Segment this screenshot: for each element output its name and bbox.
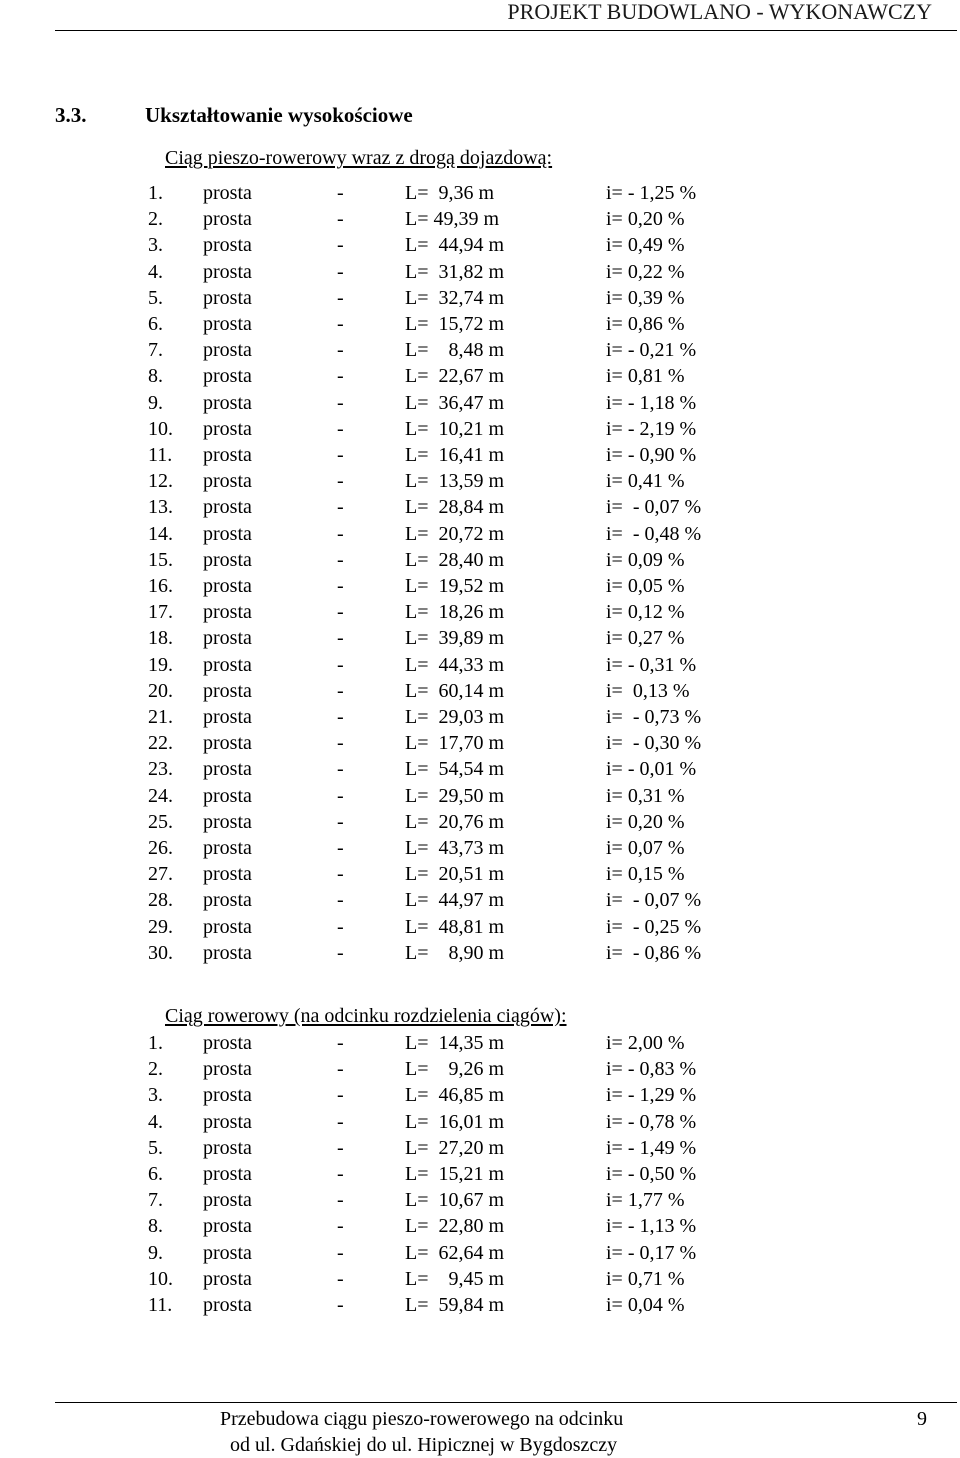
segment-number: 7. xyxy=(148,1189,163,1212)
header-rule xyxy=(55,30,957,31)
segment-length: L= 44,33 m xyxy=(405,653,505,676)
segment-slope: i= 0,13 % xyxy=(606,679,690,702)
segment-row xyxy=(0,1187,960,1213)
segment-number: 29. xyxy=(148,915,173,938)
segment-slope: i= - 0,30 % xyxy=(606,732,702,755)
segment-dash: - xyxy=(337,679,344,702)
segment-number: 26. xyxy=(148,837,173,859)
segment-slope: i= 0,27 % xyxy=(606,627,685,650)
segment-type: prosta xyxy=(203,496,252,519)
segment-dash: - xyxy=(337,1058,344,1081)
group1-heading: Ciąg pieszo-rowerowy wraz z drogą dojazdową: xyxy=(165,147,553,169)
segment-row xyxy=(0,914,960,940)
segment-number: 7. xyxy=(148,339,163,362)
segment-row xyxy=(0,704,960,730)
segment-dash: - xyxy=(337,313,344,335)
segment-length: L= 49,39 m xyxy=(405,208,500,231)
segment-length: L= 32,74 m xyxy=(405,286,505,309)
segment-length: L= 48,81 m xyxy=(405,915,505,938)
segment-type: prosta xyxy=(203,208,252,231)
segment-dash: - xyxy=(337,234,344,257)
segment-slope: i= 0,05 % xyxy=(606,575,685,597)
segment-length: L= 29,03 m xyxy=(405,706,505,728)
segment-dash: - xyxy=(337,260,344,283)
segment-slope: i= 0,20 % xyxy=(606,810,685,833)
segment-length: L= 39,89 m xyxy=(405,627,505,650)
segment-dash: - xyxy=(337,1215,344,1238)
segment-dash: - xyxy=(337,286,344,309)
segment-dash: - xyxy=(337,601,344,624)
segment-row xyxy=(0,625,960,651)
segment-type: prosta xyxy=(203,758,252,781)
segment-row xyxy=(0,1082,960,1108)
segment-dash: - xyxy=(337,391,344,414)
segment-length: L= 44,97 m xyxy=(405,889,505,912)
segment-length: L= 60,14 m xyxy=(405,679,505,702)
segment-dash: - xyxy=(337,182,344,204)
segment-row xyxy=(0,494,960,520)
segment-number: 1. xyxy=(148,1032,163,1054)
segment-number: 22. xyxy=(148,732,173,755)
page-number: 9 xyxy=(917,1408,927,1430)
segment-row xyxy=(0,390,960,416)
segment-row xyxy=(0,678,960,704)
segment-dash: - xyxy=(337,915,344,938)
segment-type: prosta xyxy=(203,627,252,650)
segment-slope: i= - 1,13 % xyxy=(606,1215,697,1238)
segment-number: 8. xyxy=(148,1215,163,1238)
segment-row xyxy=(0,1161,960,1187)
segment-row xyxy=(0,468,960,494)
segment-number: 20. xyxy=(148,679,173,702)
segment-number: 4. xyxy=(148,1110,163,1133)
segment-number: 27. xyxy=(148,863,173,886)
segment-slope: i= 0,49 % xyxy=(606,234,685,257)
segment-row xyxy=(0,180,960,206)
segment-row xyxy=(0,521,960,547)
segment-row xyxy=(0,1213,960,1239)
segment-number: 19. xyxy=(148,653,173,676)
segment-number: 10. xyxy=(148,1267,173,1290)
segment-number: 13. xyxy=(148,496,173,519)
segment-length: L= 62,64 m xyxy=(405,1241,505,1264)
segment-slope: i= 0,20 % xyxy=(606,208,685,231)
segment-row xyxy=(0,1109,960,1135)
segment-type: prosta xyxy=(203,653,252,676)
segment-length: L= 15,21 m xyxy=(405,1163,505,1185)
segment-row xyxy=(0,363,960,389)
segment-slope: i= - 1,25 % xyxy=(606,182,697,204)
segment-type: prosta xyxy=(203,548,252,571)
section-number: 3.3. xyxy=(55,103,87,127)
segment-row xyxy=(0,337,960,363)
segment-slope: i= 0,15 % xyxy=(606,863,685,886)
segment-slope: i= 0,31 % xyxy=(606,784,685,807)
segment-type: prosta xyxy=(203,1058,252,1081)
segment-number: 11. xyxy=(148,444,173,466)
segment-length: L= 19,52 m xyxy=(405,575,505,597)
group2-heading: Ciąg rowerowy (na odcinku rozdzielenia ciągów): xyxy=(165,1005,567,1027)
segment-type: prosta xyxy=(203,391,252,414)
segment-type: prosta xyxy=(203,417,252,440)
segment-slope: i= 0,86 % xyxy=(606,313,685,335)
segment-number: 25. xyxy=(148,810,173,833)
segment-length: L= 46,85 m xyxy=(405,1084,505,1107)
segment-type: prosta xyxy=(203,915,252,938)
segment-dash: - xyxy=(337,496,344,519)
segment-slope: i= - 1,18 % xyxy=(606,391,697,414)
segment-row xyxy=(0,1056,960,1082)
segment-type: prosta xyxy=(203,1241,252,1264)
segment-row xyxy=(0,1030,960,1056)
segment-type: prosta xyxy=(203,1294,252,1316)
segment-number: 21. xyxy=(148,706,173,728)
segment-length: L= 20,72 m xyxy=(405,522,505,545)
segment-slope: i= - 0,21 % xyxy=(606,339,697,362)
segment-type: prosta xyxy=(203,339,252,362)
footer-rule xyxy=(55,1402,957,1403)
segment-slope: i= 0,22 % xyxy=(606,260,685,283)
segment-dash: - xyxy=(337,863,344,886)
segment-row xyxy=(0,416,960,442)
segment-dash: - xyxy=(337,941,344,964)
segment-dash: - xyxy=(337,470,344,493)
segment-number: 4. xyxy=(148,260,163,283)
segment-length: L= 20,76 m xyxy=(405,810,505,833)
segment-slope: i= - 0,07 % xyxy=(606,496,702,519)
segment-row xyxy=(0,940,960,966)
segment-length: L= 14,35 m xyxy=(405,1032,505,1054)
segment-row xyxy=(0,206,960,232)
segment-row xyxy=(0,547,960,573)
segment-type: prosta xyxy=(203,575,252,597)
segment-row xyxy=(0,311,960,337)
segment-dash: - xyxy=(337,653,344,676)
segment-length: L= 17,70 m xyxy=(405,732,505,755)
segment-dash: - xyxy=(337,1084,344,1107)
footer-project-line1: Przebudowa ciągu pieszo-rowerowego na odcinku xyxy=(220,1408,624,1430)
segment-number: 18. xyxy=(148,627,173,650)
segment-number: 6. xyxy=(148,313,163,335)
segment-dash: - xyxy=(337,1110,344,1133)
segment-length: L= 31,82 m xyxy=(405,260,505,283)
segment-type: prosta xyxy=(203,365,252,388)
segment-row xyxy=(0,573,960,599)
segment-dash: - xyxy=(337,1189,344,1212)
segment-type: prosta xyxy=(203,1267,252,1290)
segment-slope: i= - 0,78 % xyxy=(606,1110,697,1133)
segment-type: prosta xyxy=(203,260,252,283)
segment-row xyxy=(0,1135,960,1161)
segment-number: 6. xyxy=(148,1163,163,1185)
segment-dash: - xyxy=(337,208,344,231)
segment-type: prosta xyxy=(203,286,252,309)
segment-type: prosta xyxy=(203,863,252,886)
segment-dash: - xyxy=(337,365,344,388)
segment-slope: i= - 0,90 % xyxy=(606,444,697,466)
segment-type: prosta xyxy=(203,182,252,204)
segment-row xyxy=(0,1266,960,1292)
segment-length: L= 16,41 m xyxy=(405,444,505,466)
segment-row xyxy=(0,652,960,678)
segment-row xyxy=(0,1292,960,1318)
segment-length: L= 10,67 m xyxy=(405,1189,505,1212)
segment-type: prosta xyxy=(203,837,252,859)
segment-number: 11. xyxy=(148,1294,173,1316)
segment-dash: - xyxy=(337,339,344,362)
segment-type: prosta xyxy=(203,1189,252,1212)
segment-number: 1. xyxy=(148,182,163,204)
segment-row xyxy=(0,756,960,782)
segment-row xyxy=(0,442,960,468)
segment-slope: i= - 0,86 % xyxy=(606,941,702,964)
segment-slope: i= - 1,29 % xyxy=(606,1084,697,1107)
segment-dash: - xyxy=(337,522,344,545)
segment-number: 10. xyxy=(148,417,173,440)
segment-type: prosta xyxy=(203,1032,252,1054)
segment-number: 3. xyxy=(148,1084,163,1107)
segment-dash: - xyxy=(337,548,344,571)
segment-number: 9. xyxy=(148,391,163,414)
segment-slope: i= 0,81 % xyxy=(606,365,685,388)
segment-dash: - xyxy=(337,784,344,807)
segment-slope: i= - 0,48 % xyxy=(606,522,702,545)
segment-type: prosta xyxy=(203,470,252,493)
segment-length: L= 9,36 m xyxy=(405,182,495,204)
segment-type: prosta xyxy=(203,601,252,624)
segment-slope: i= - 0,31 % xyxy=(606,653,697,676)
segment-type: prosta xyxy=(203,522,252,545)
segment-row xyxy=(0,887,960,913)
segment-dash: - xyxy=(337,444,344,466)
segment-length: L= 20,51 m xyxy=(405,863,505,886)
segment-length: L= 9,26 m xyxy=(405,1058,505,1081)
segment-slope: i= 0,12 % xyxy=(606,601,685,624)
segment-length: L= 8,90 m xyxy=(405,941,505,964)
footer-project-line2: od ul. Gdańskiej do ul. Hipicznej w Bygdoszczy xyxy=(230,1434,618,1456)
segment-dash: - xyxy=(337,1267,344,1290)
segment-slope: i= 2,00 % xyxy=(606,1032,685,1054)
segment-type: prosta xyxy=(203,732,252,755)
segment-type: prosta xyxy=(203,1215,252,1238)
segment-length: L= 18,26 m xyxy=(405,601,505,624)
segment-dash: - xyxy=(337,1032,344,1054)
segment-slope: i= - 0,25 % xyxy=(606,915,702,938)
segment-length: L= 43,73 m xyxy=(405,837,505,859)
segment-dash: - xyxy=(337,1136,344,1159)
segment-row xyxy=(0,1240,960,1266)
segment-row xyxy=(0,730,960,756)
segment-type: prosta xyxy=(203,784,252,807)
segment-length: L= 9,45 m xyxy=(405,1267,505,1290)
segment-length: L= 44,94 m xyxy=(405,234,505,257)
segment-length: L= 16,01 m xyxy=(405,1110,505,1133)
segment-dash: - xyxy=(337,706,344,728)
segment-number: 17. xyxy=(148,601,173,624)
segment-length: L= 59,84 m xyxy=(405,1294,505,1316)
segment-row xyxy=(0,809,960,835)
segment-length: L= 36,47 m xyxy=(405,391,505,414)
segment-number: 12. xyxy=(148,470,173,493)
segment-dash: - xyxy=(337,1241,344,1264)
segment-dash: - xyxy=(337,810,344,833)
segment-type: prosta xyxy=(203,1084,252,1107)
segment-number: 23. xyxy=(148,758,173,781)
section-title: Ukształtowanie wysokościowe xyxy=(145,103,413,127)
segment-slope: i= 0,41 % xyxy=(606,470,685,493)
segment-length: L= 54,54 m xyxy=(405,758,505,781)
segment-length: L= 22,80 m xyxy=(405,1215,505,1238)
segment-type: prosta xyxy=(203,706,252,728)
segment-dash: - xyxy=(337,732,344,755)
segment-slope: i= 0,09 % xyxy=(606,548,685,571)
segment-number: 2. xyxy=(148,1058,163,1081)
segment-length: L= 8,48 m xyxy=(405,339,505,362)
segment-slope: i= 0,07 % xyxy=(606,837,685,859)
segment-number: 2. xyxy=(148,208,163,231)
header-title: PROJEKT BUDOWLANO - WYKONAWCZY xyxy=(507,0,932,24)
segment-length: L= 27,20 m xyxy=(405,1136,505,1159)
segment-slope: i= - 2,19 % xyxy=(606,417,697,440)
segment-dash: - xyxy=(337,575,344,597)
segment-dash: - xyxy=(337,1163,344,1185)
segment-length: L= 15,72 m xyxy=(405,313,505,335)
segment-type: prosta xyxy=(203,679,252,702)
segment-type: prosta xyxy=(203,1163,252,1185)
segment-row xyxy=(0,861,960,887)
segment-length: L= 22,67 m xyxy=(405,365,505,388)
segment-number: 5. xyxy=(148,286,163,309)
segment-length: L= 13,59 m xyxy=(405,470,505,493)
segment-row xyxy=(0,783,960,809)
segment-dash: - xyxy=(337,1294,344,1316)
segment-type: prosta xyxy=(203,941,252,964)
segment-row xyxy=(0,232,960,258)
segment-number: 9. xyxy=(148,1241,163,1264)
segment-type: prosta xyxy=(203,234,252,257)
segment-number: 15. xyxy=(148,548,173,571)
segment-dash: - xyxy=(337,417,344,440)
segment-dash: - xyxy=(337,758,344,781)
segment-slope: i= - 1,49 % xyxy=(606,1136,697,1159)
segment-number: 28. xyxy=(148,889,173,912)
segment-length: L= 28,40 m xyxy=(405,548,505,571)
segment-number: 8. xyxy=(148,365,163,388)
segment-length: L= 10,21 m xyxy=(405,417,505,440)
segment-row xyxy=(0,285,960,311)
segment-number: 14. xyxy=(148,522,173,545)
segment-slope: i= - 0,17 % xyxy=(606,1241,697,1264)
segment-slope: i= - 0,50 % xyxy=(606,1163,697,1185)
segment-slope: i= 0,04 % xyxy=(606,1294,685,1316)
segment-length: L= 28,84 m xyxy=(405,496,505,519)
segment-slope: i= 0,39 % xyxy=(606,286,685,309)
segment-dash: - xyxy=(337,889,344,912)
segment-type: prosta xyxy=(203,313,252,335)
segment-slope: i= - 0,83 % xyxy=(606,1058,697,1081)
segment-type: prosta xyxy=(203,444,252,466)
segment-dash: - xyxy=(337,627,344,650)
segment-slope: i= - 0,73 % xyxy=(606,706,702,728)
segment-row xyxy=(0,599,960,625)
segment-type: prosta xyxy=(203,810,252,833)
segment-type: prosta xyxy=(203,1136,252,1159)
segment-dash: - xyxy=(337,837,344,859)
segment-row xyxy=(0,259,960,285)
segment-number: 24. xyxy=(148,784,173,807)
segment-slope: i= 0,71 % xyxy=(606,1267,685,1290)
segment-type: prosta xyxy=(203,889,252,912)
segment-length: L= 29,50 m xyxy=(405,784,505,807)
segment-slope: i= - 0,01 % xyxy=(606,758,697,781)
segment-slope: i= 1,77 % xyxy=(606,1189,685,1212)
segment-row xyxy=(0,835,960,861)
segment-slope: i= - 0,07 % xyxy=(606,889,702,912)
segment-type: prosta xyxy=(203,1110,252,1133)
segment-number: 5. xyxy=(148,1136,163,1159)
segment-number: 16. xyxy=(148,575,173,597)
segment-number: 3. xyxy=(148,234,163,257)
segment-number: 30. xyxy=(148,941,173,964)
